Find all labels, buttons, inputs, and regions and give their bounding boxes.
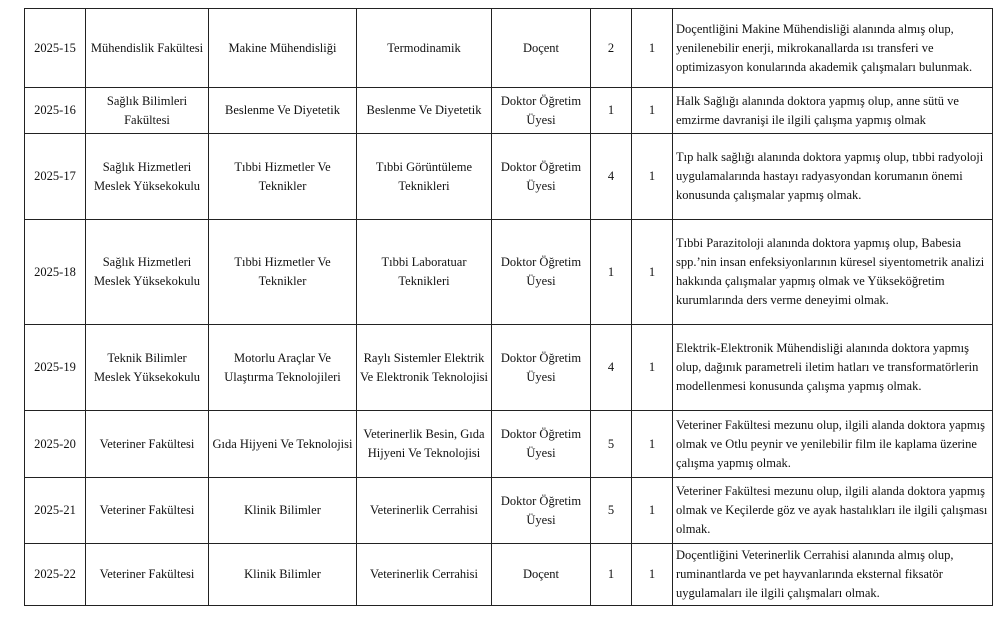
row-department: Klinik Bilimler	[209, 478, 357, 544]
row-requirement: Doçentliğini Makine Mühendisliği alanında almış olup, yenilenebilir enerji, mikrokanallarda ısı transferi ve optimizasyon konularında akademik çalışmaları bulunmak.	[673, 9, 993, 88]
row-department: Klinik Bilimler	[209, 544, 357, 606]
row-requirement: Halk Sağlığı alanında doktora yapmış olup, anne sütü ve emzirme davranişi ile ilgili çalışma yapmış olmak	[673, 88, 993, 134]
row-requirement: Tıbbi Parazitoloji alanında doktora yapmış olup, Babesia spp.’nin insan enfeksiyonlarının küresel siyentometrik analizi hakkında çalışmalar yapmış olmak ve Yükseköğretim kurumlarında ders verme deneyimi olmak.	[673, 220, 993, 325]
row-department: Tıbbi Hizmetler Ve Teknikler	[209, 134, 357, 220]
row-degree: 1	[591, 88, 632, 134]
table-row	[25, 88, 993, 134]
row-code: 2025-20	[25, 411, 86, 478]
row-faculty: Teknik Bilimler Meslek Yüksekokulu	[86, 325, 209, 411]
row-faculty: Veteriner Fakültesi	[86, 544, 209, 606]
row-requirement: Veteriner Fakültesi mezunu olup, ilgili alanda doktora yapmış olmak ve Keçilerde göz ve ayak hastalıkları ile ilgili çalışması olmak.	[673, 478, 993, 544]
row-title: Doktor Öğretim Üyesi	[492, 411, 591, 478]
row-degree: 1	[591, 220, 632, 325]
positions-table	[24, 8, 993, 606]
row-requirement: Elektrik-Elektronik Mühendisliği alanında doktora yapmış olup, dağınık parametreli iletim hatları ve transformatörlerin modellenmesi konusunda çalışma yapmış olmak.	[673, 325, 993, 411]
row-code: 2025-18	[25, 220, 86, 325]
row-degree: 4	[591, 134, 632, 220]
row-count: 1	[632, 325, 673, 411]
table-row	[25, 134, 993, 220]
table-row	[25, 478, 993, 544]
row-program: Veterinerlik Cerrahisi	[357, 478, 492, 544]
row-count: 1	[632, 88, 673, 134]
row-department: Tıbbi Hizmetler Ve Teknikler	[209, 220, 357, 325]
row-title: Doktor Öğretim Üyesi	[492, 325, 591, 411]
row-degree: 1	[591, 544, 632, 606]
row-degree: 5	[591, 478, 632, 544]
row-count: 1	[632, 9, 673, 88]
row-department: Makine Mühendisliği	[209, 9, 357, 88]
row-degree: 2	[591, 9, 632, 88]
row-count: 1	[632, 220, 673, 325]
row-requirement: Doçentliğini Veterinerlik Cerrahisi alanında almış olup, ruminantlarda ve pet hayvanlarında eksternal fiksatör uygulamaları ile ilgili çalışmaları olmak.	[673, 544, 993, 606]
row-faculty: Sağlık Hizmetleri Meslek Yüksekokulu	[86, 220, 209, 325]
row-program: Beslenme Ve Diyetetik	[357, 88, 492, 134]
row-program: Tıbbi Laboratuar Teknikleri	[357, 220, 492, 325]
row-title: Doçent	[492, 9, 591, 88]
row-degree: 5	[591, 411, 632, 478]
row-program: Tıbbi Görüntüleme Teknikleri	[357, 134, 492, 220]
row-code: 2025-22	[25, 544, 86, 606]
table-row	[25, 220, 993, 325]
row-title: Doktor Öğretim Üyesi	[492, 134, 591, 220]
row-faculty: Sağlık Hizmetleri Meslek Yüksekokulu	[86, 134, 209, 220]
row-code: 2025-16	[25, 88, 86, 134]
row-program: Veterinerlik Cerrahisi	[357, 544, 492, 606]
row-title: Doçent	[492, 544, 591, 606]
row-title: Doktor Öğretim Üyesi	[492, 220, 591, 325]
row-count: 1	[632, 478, 673, 544]
table-row	[25, 544, 993, 606]
row-requirement: Tıp halk sağlığı alanında doktora yapmış olup, tıbbi radyoloji uygulamalarında hastayı radyasyondan korumanın önemi konusunda çalışmalar yapmış olmak.	[673, 134, 993, 220]
row-department: Beslenme Ve Diyetetik	[209, 88, 357, 134]
row-degree: 4	[591, 325, 632, 411]
row-code: 2025-17	[25, 134, 86, 220]
row-title: Doktor Öğretim Üyesi	[492, 88, 591, 134]
row-count: 1	[632, 411, 673, 478]
row-program: Veterinerlik Besin, Gıda Hijyeni Ve Teknolojisi	[357, 411, 492, 478]
table-row	[25, 411, 993, 478]
row-title: Doktor Öğretim Üyesi	[492, 478, 591, 544]
row-faculty: Sağlık Bilimleri Fakültesi	[86, 88, 209, 134]
row-code: 2025-15	[25, 9, 86, 88]
row-faculty: Mühendislik Fakültesi	[86, 9, 209, 88]
row-program: Raylı Sistemler Elektrik Ve Elektronik Teknolojisi	[357, 325, 492, 411]
row-code: 2025-19	[25, 325, 86, 411]
row-program: Termodinamik	[357, 9, 492, 88]
row-requirement: Veteriner Fakültesi mezunu olup, ilgili alanda doktora yapmış olmak ve Otlu peynir ve yenilebilir film ile kaplama üzerine çalışma yapmış olmak.	[673, 411, 993, 478]
row-department: Motorlu Araçlar Ve Ulaştırma Teknolojileri	[209, 325, 357, 411]
row-faculty: Veteriner Fakültesi	[86, 411, 209, 478]
table-row	[25, 325, 993, 411]
row-count: 1	[632, 544, 673, 606]
row-code: 2025-21	[25, 478, 86, 544]
row-department: Gıda Hijyeni Ve Teknolojisi	[209, 411, 357, 478]
row-count: 1	[632, 134, 673, 220]
table-row	[25, 9, 993, 88]
row-faculty: Veteriner Fakültesi	[86, 478, 209, 544]
